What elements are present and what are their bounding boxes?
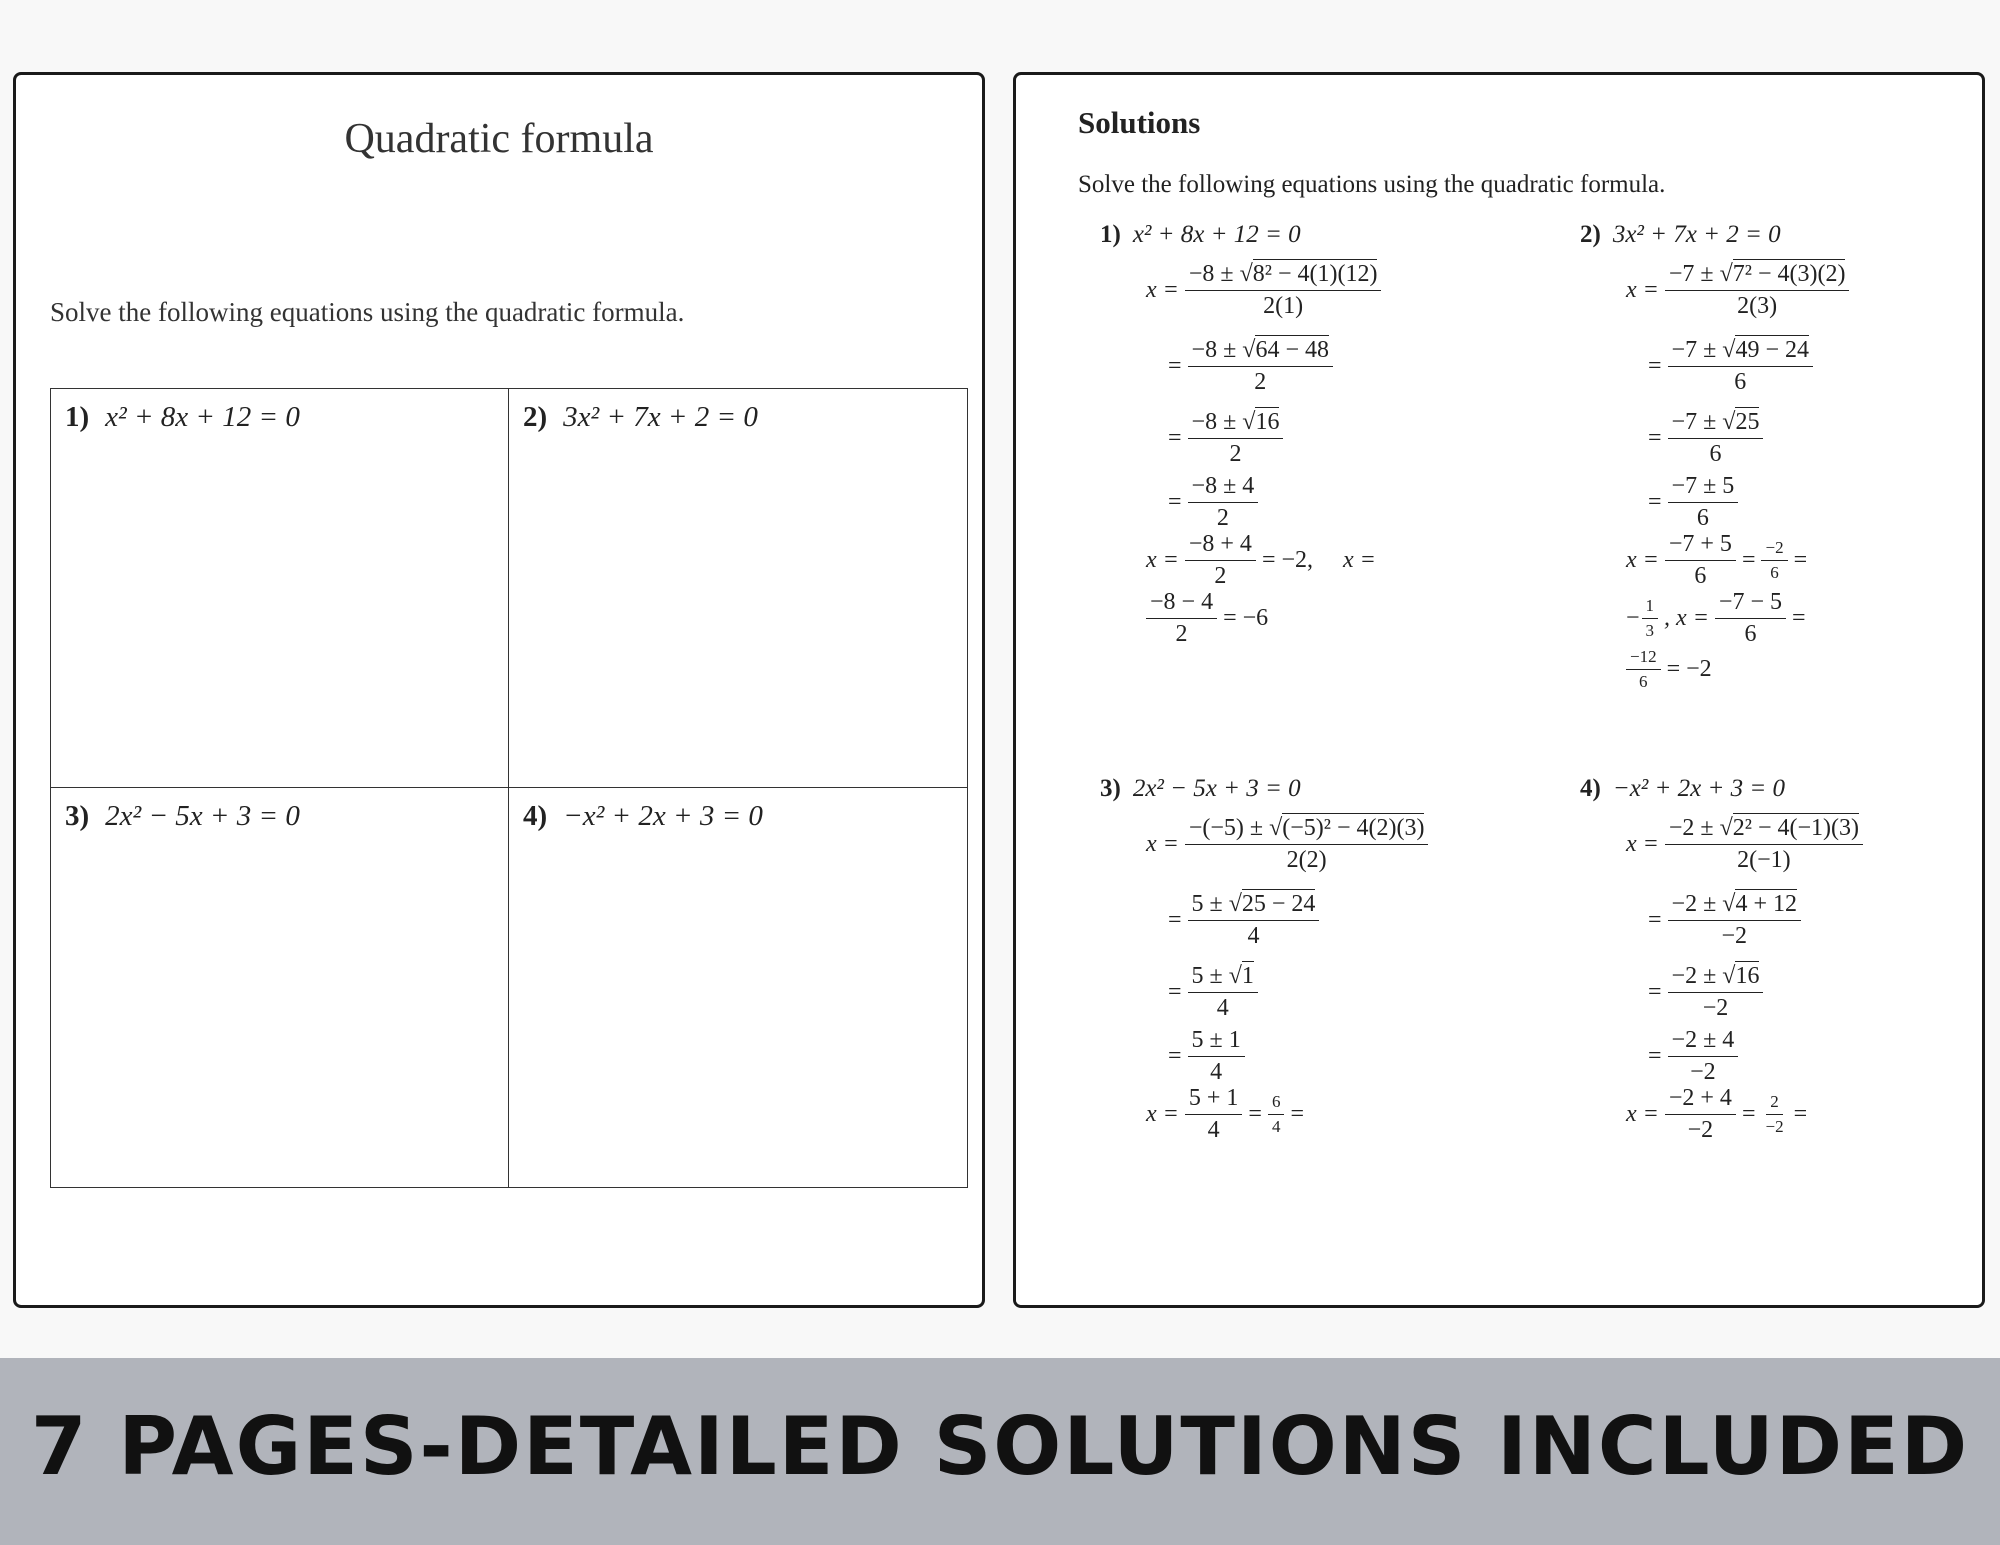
step-numerator: 5 ± 1 [1188, 1027, 1245, 1057]
step-denominator: 2 [1229, 441, 1242, 467]
step-numerator: −2 ± 4 [1668, 1027, 1739, 1057]
root-denominator: 4 [1207, 1117, 1220, 1143]
solution-number: 1) [1100, 221, 1121, 248]
step-radicand: 64 − 48 [1255, 337, 1329, 363]
root-numerator: −2 + 4 [1665, 1085, 1736, 1115]
step-radicand: 2² − 4(−1)(3) [1732, 815, 1859, 841]
worksheet-page [13, 72, 985, 1308]
problem-number: 2) [523, 401, 548, 433]
root-fraction-den: 3 [1645, 621, 1655, 640]
step-denominator: 2(1) [1263, 293, 1304, 319]
solutions-page: Solutions Solve the following equations using the quadratic formula. 1) x² + 8x + 12 = 0 x = $\frac{\text{−8 ± √8² − 4(1)(12)}}{2(1)}$ = $\frac{-8 \pm √64 - 48}{2}$ = $\frac{-8 \pm √16}{2}$ = $\frac{-8 \pm 4}{2}$ x = $\frac{-8 + 4}{2}$ = −2, x = $\frac{-8 - 4}{2}$ = −6 2) 3x² + 7x + 2 = 0 x = $\frac{\text{−7 ± √7² − 4(3)(2)}}{2(3)}$ = $\frac{-7 \pm √49 - 24}{6}$ = $\frac{-7 \pm √25}{6}$ = $\frac{-7 \pm 5}{6}$ x = $\frac{-7 + 5}{6}$ = $\frac{-2}{6}$ = − $\frac{1}{3}$ , x = $\frac{-7 - 5}{6}$ = $\frac{-12}{6}$ = −2 3) 2x² − 5x + 3 = 0 x = $\frac{\text{−(−5) ± √(−5)² − 4(2)(3)}}{2(2)}$ = $\frac{5 \pm √25 - 24}{4}$ = $\frac{5 \pm √1}{4}$ = $\frac{5 \pm 1}{4}$ x = $\frac{5 + 1}{4}$ = $\frac{6}{4}$ = 4) −x² + 2x + 3 = 0 x = $\frac{\text{−2 ± √2² − 4(−1)(3)}}{2(-1)}$ = $\frac{-2 \pm √4 + 12}{-2}$ = $\frac{-2 \pm √16}{-2}$ = $\frac{-2 \pm 4}{-2}$ x = $\frac{-2 + 4}{-2}$ = $\frac{2}{-2}$ = [1013, 72, 1985, 1308]
step-denominator: 2 [1216, 505, 1229, 531]
step-numerator: −8 ± √ [1191, 337, 1256, 363]
step-radicand: (−5)² − 4(2)(3) [1282, 815, 1425, 841]
step-denominator: 6 [1696, 505, 1709, 531]
solution-number: 4) [1580, 775, 1601, 802]
root-fraction-den: 6 [1770, 563, 1779, 582]
root-label: , x = [1664, 605, 1709, 631]
root-fraction-den: −2 [1765, 1117, 1784, 1136]
promo-banner [0, 1358, 2000, 1545]
step-radicand: 25 [1735, 409, 1760, 435]
step-denominator: 4 [1247, 923, 1260, 949]
solution-number: 2) [1580, 221, 1601, 248]
step-radicand: 16 [1255, 409, 1280, 435]
solution-equation: x² + 8x + 12 = 0 [1132, 221, 1301, 248]
step-numerator: 5 ± √ [1191, 963, 1242, 989]
problem-number: 4) [523, 800, 548, 832]
step-denominator: 6 [1734, 369, 1747, 395]
step-denominator: 6 [1709, 441, 1722, 467]
step-numerator: −7 ± √ [1668, 261, 1733, 287]
step-denominator: 2(3) [1737, 293, 1778, 319]
step-denominator: 2(2) [1286, 847, 1327, 873]
root-fraction-den: 6 [1639, 672, 1648, 691]
step-numerator: −2 ± √ [1671, 963, 1736, 989]
problem-equation: 2x² − 5x + 3 = 0 [105, 800, 300, 832]
root-fraction-den: 4 [1271, 1117, 1281, 1136]
step-radicand: 49 − 24 [1735, 337, 1809, 363]
step-radicand: 16 [1735, 963, 1760, 989]
problem-cell-4 [509, 788, 967, 1187]
step-radicand: 4 + 12 [1735, 891, 1797, 917]
step-radicand: 8² − 4(1)(12) [1252, 261, 1378, 287]
problem-grid [50, 388, 968, 1188]
problem-cell-3 [51, 788, 509, 1187]
problem-number: 3) [65, 800, 90, 832]
problem-cell-2 [509, 389, 967, 788]
step-numerator: −7 ± 5 [1668, 473, 1739, 503]
root-fraction-num: 1 [1642, 596, 1659, 619]
page-crop-mask [1016, 1145, 1982, 1308]
step-numerator: −8 ± √ [1188, 261, 1253, 287]
problem-cell-1 [51, 389, 509, 788]
step-numerator: −2 ± √ [1671, 891, 1736, 917]
root-numerator: −7 − 5 [1715, 589, 1786, 619]
root-denominator: −2 [1687, 1117, 1714, 1143]
step-denominator: −2 [1702, 995, 1729, 1021]
root-fraction-num: 6 [1268, 1092, 1285, 1115]
step-denominator: 2(−1) [1737, 847, 1791, 873]
root-denominator: 2 [1214, 563, 1227, 589]
banner-text: 7 PAGES-DETAILED SOLUTIONS INCLUDED [30, 1400, 1970, 1493]
root-numerator: 5 + 1 [1185, 1085, 1243, 1115]
step-numerator: −(−5) ± √ [1188, 815, 1283, 841]
worksheet-instructions: Solve the following equations using the quadratic formula. [50, 297, 685, 327]
step-numerator: −8 ± 4 [1188, 473, 1259, 503]
worksheet-title: Quadratic formula [344, 116, 654, 162]
root-fraction-num: −2 [1761, 538, 1787, 561]
step-radicand: 7² − 4(3)(2) [1732, 261, 1846, 287]
problem-equation: x² + 8x + 12 = 0 [105, 401, 300, 433]
step-denominator: 4 [1210, 1059, 1223, 1085]
step-numerator: −2 ± √ [1668, 815, 1733, 841]
step-radicand: 25 − 24 [1241, 891, 1316, 917]
step-numerator: −7 ± √ [1671, 337, 1736, 363]
step-denominator: −2 [1721, 923, 1748, 949]
step-denominator: 2 [1254, 369, 1267, 395]
problem-equation: 3x² + 7x + 2 = 0 [563, 401, 758, 433]
root-value: = −6 [1223, 605, 1269, 631]
step-denominator: 4 [1216, 995, 1229, 1021]
root-value: = −2, [1261, 547, 1314, 573]
solutions-instructions: Solve the following equations using the quadratic formula. [1078, 171, 1666, 198]
step-denominator: −2 [1690, 1059, 1716, 1085]
root-fraction-num: 2 [1766, 1092, 1783, 1115]
root-fraction-num: −12 [1626, 647, 1661, 670]
step-numerator: −8 ± √ [1191, 409, 1256, 435]
root-numerator: −7 + 5 [1665, 531, 1736, 561]
step-numerator: 5 ± √ [1191, 891, 1242, 917]
solution-number: 3) [1100, 775, 1121, 802]
root-label: x = [1343, 547, 1376, 573]
root-denominator: 6 [1694, 563, 1707, 589]
solution-equation: −x² + 2x + 3 = 0 [1612, 775, 1785, 802]
root-value: = −2 [1666, 656, 1712, 682]
solution-equation: 3x² + 7x + 2 = 0 [1612, 221, 1781, 248]
root-numerator: −8 − 4 [1146, 589, 1217, 619]
step-radicand: 1 [1241, 963, 1254, 989]
root-denominator: 2 [1175, 621, 1188, 647]
step-numerator: −7 ± √ [1671, 409, 1736, 435]
solution-equation: 2x² − 5x + 3 = 0 [1132, 775, 1301, 802]
solutions-title: Solutions [1078, 105, 1201, 140]
root-numerator: −8 + 4 [1185, 531, 1256, 561]
problem-equation: −x² + 2x + 3 = 0 [563, 800, 763, 832]
root-denominator: 6 [1744, 621, 1757, 647]
problem-number: 1) [65, 401, 90, 433]
